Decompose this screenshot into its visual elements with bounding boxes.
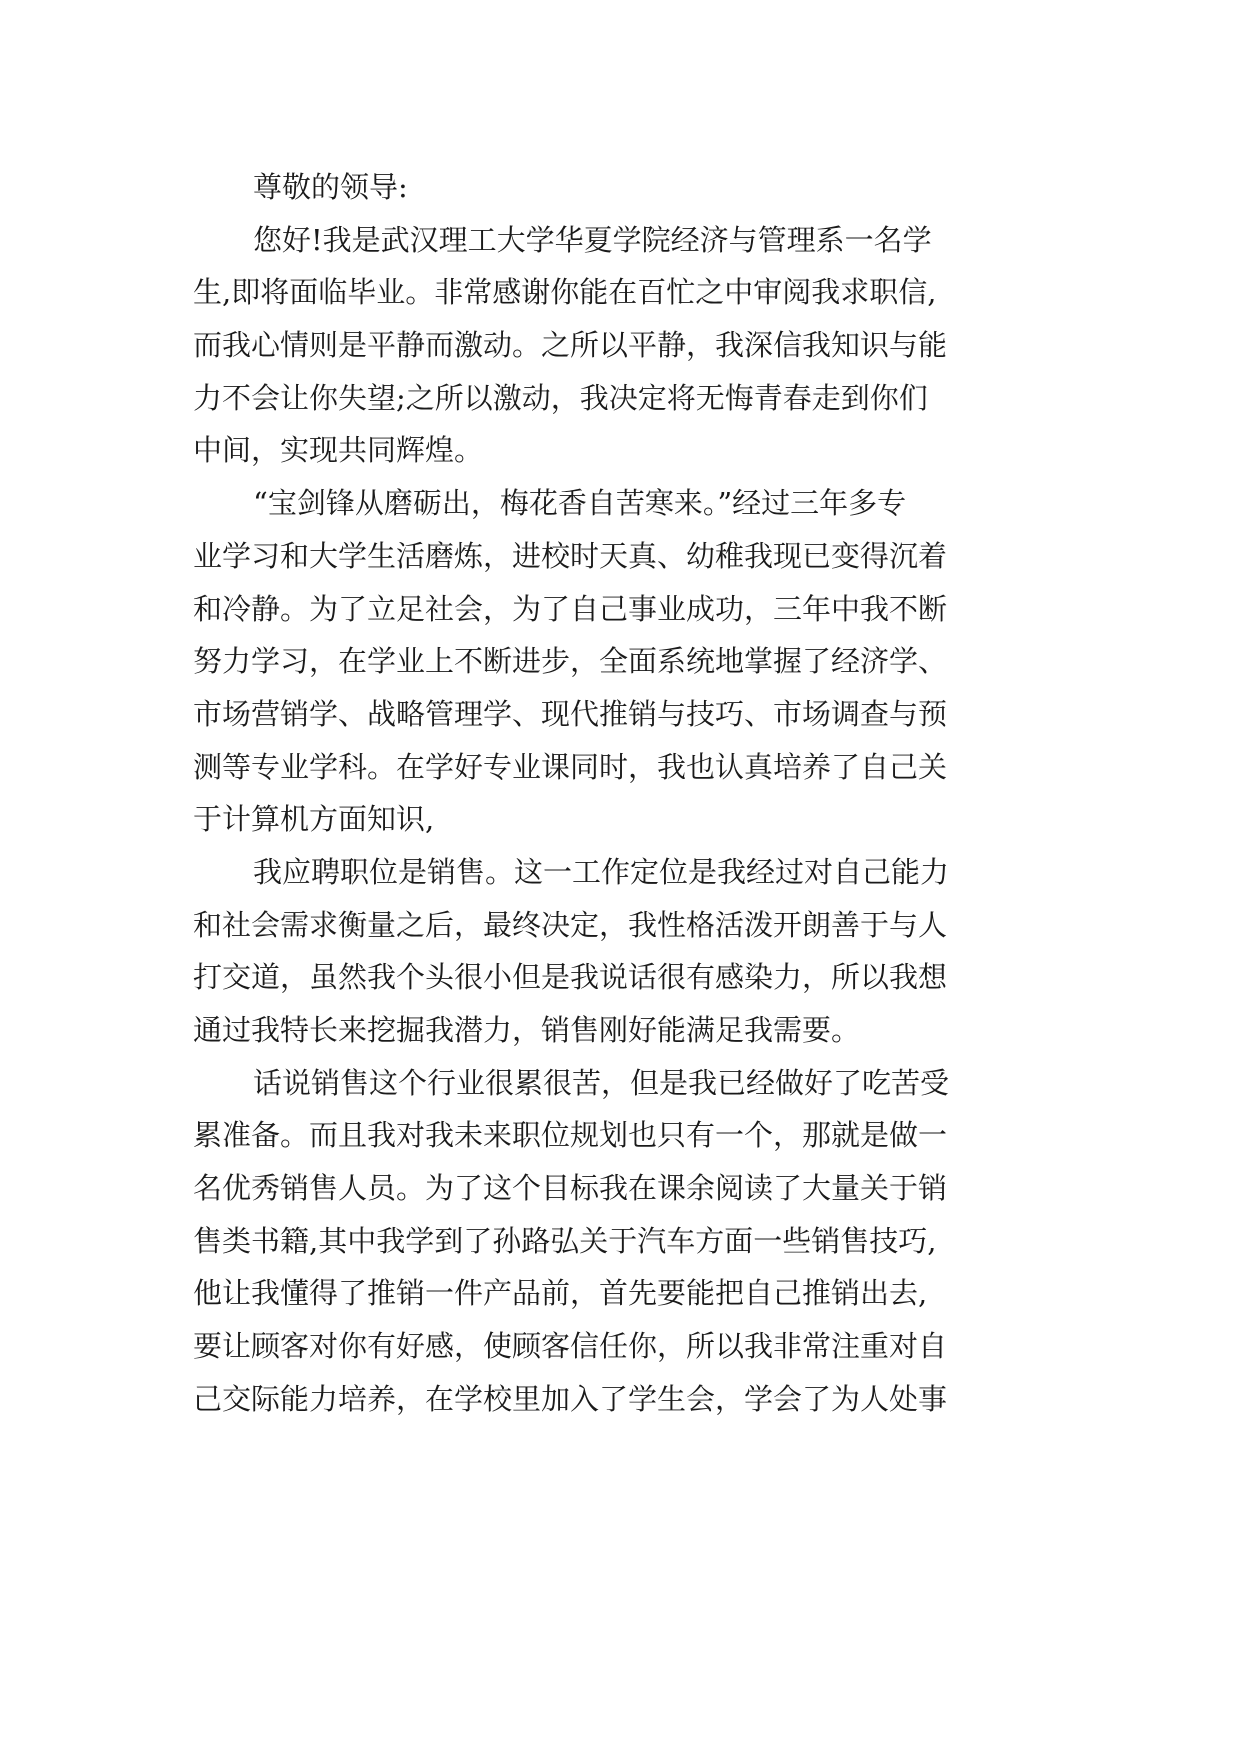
text-line: 累准备。而且我对我未来职位规划也只有一个，那就是做一: [193, 1118, 948, 1153]
text-line: 测等专业学科。在学好专业课同时，我也认真培养了自己关: [193, 749, 948, 784]
text-line: 努力学习，在学业上不断进步，全面系统地掌握了经济学、: [193, 644, 948, 679]
text-line: 和社会需求衡量之后，最终决定，我性格活泼开朗善于与人: [193, 907, 948, 942]
paragraph-first-line: “宝剑锋从磨砺出，梅花香自苦寒来。”经过三年多专: [253, 486, 907, 521]
text-line: 业学习和大学生活磨炼，进校时天真、幼稚我现已变得沉着: [193, 538, 948, 573]
text-line: 己交际能力培养，在学校里加入了学生会，学会了为人处事: [193, 1381, 948, 1416]
paragraph-first-line: 话说销售这个行业很累很苦，但是我已经做好了吃苦受: [253, 1065, 950, 1100]
text-line: 和冷静。为了立足社会，为了自己事业成功，三年中我不断: [193, 591, 948, 626]
paragraph-first-line: 我应聘职位是销售。这一工作定位是我经过对自己能力: [253, 854, 950, 889]
text-line: 通过我特长来挖掘我潜力，销售刚好能满足我需要。: [193, 1013, 861, 1047]
text-line: 名优秀销售人员。为了这个目标我在课余阅读了大量关于销: [193, 1171, 948, 1206]
text-line: 力不会让你失望;之所以激动，我决定将无悔青春走到你们: [193, 380, 928, 415]
text-line: 市场营销学、战略管理学、现代推销与技巧、市场调查与预: [193, 696, 948, 731]
text-line: 而我心情则是平静而激动。之所以平静，我深信我知识与能: [193, 328, 948, 363]
text-line: 售类书籍,其中我学到了孙路弘关于汽车方面一些销售技巧,: [193, 1223, 937, 1258]
text-line: 打交道，虽然我个头很小但是我说话很有感染力，所以我想: [193, 960, 948, 995]
paragraph-first-line: 您好!我是武汉理工大学华夏学院经济与管理系一名学: [253, 222, 932, 257]
text-line: 要让顾客对你有好感，使顾客信任你，所以我非常注重对自: [193, 1329, 948, 1364]
text-line: 他让我懂得了推销一件产品前，首先要能把自己推销出去,: [193, 1276, 928, 1311]
text-line: 中间，实现共同辉煌。: [193, 433, 484, 468]
text-line: 生,即将面临毕业。非常感谢你能在百忙之中审阅我求职信,: [193, 275, 937, 310]
paragraph-first-line: 尊敬的领导:: [253, 170, 408, 204]
text-line: 于计算机方面知识,: [193, 802, 435, 837]
letter-body: [193, 161, 1053, 1426]
